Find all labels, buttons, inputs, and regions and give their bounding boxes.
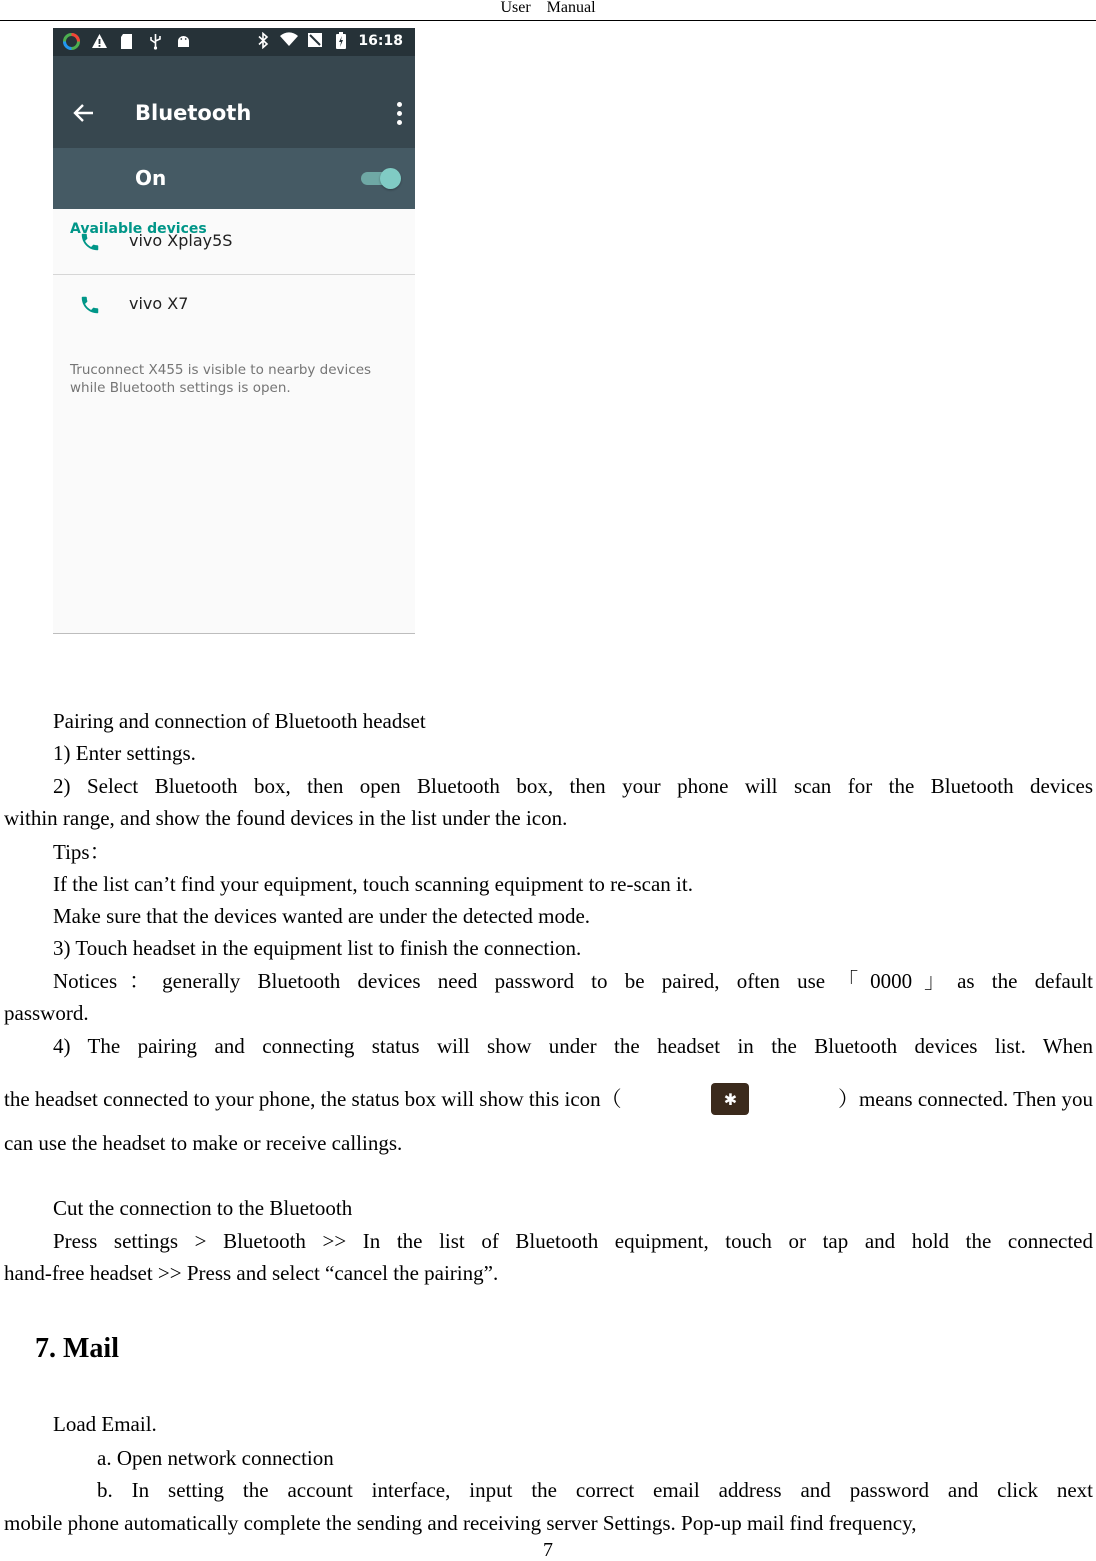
step-4-line-1 <box>53 1034 1093 1058</box>
notices-text-a: Notices：generally Bluetooth devices need password to be paired, often use「0000」as the default <box>53 969 1093 993</box>
step-4-line-2 <box>4 1083 1093 1115</box>
more-options-icon[interactable] <box>397 102 403 125</box>
step-4-line-3: can use the headset to make or receive callings. <box>4 1131 403 1155</box>
step-2-line-2: within range, and show the found devices in the list under the icon. <box>4 806 568 830</box>
device-name: vivo X7 <box>129 294 189 313</box>
phone-icon <box>79 294 101 316</box>
header-left: User <box>500 0 531 16</box>
bluetooth-screenshot <box>53 28 415 634</box>
tips-label: Tips： <box>53 840 111 864</box>
load-email: Load Email. <box>53 1412 157 1436</box>
app-toolbar <box>53 56 415 148</box>
switch-label: On <box>135 166 167 190</box>
pairing-title: Pairing and connection of Bluetooth headset <box>53 709 426 733</box>
step-1: 1) Enter settings. <box>53 741 196 765</box>
no-sim-icon <box>306 32 323 49</box>
section-heading-mail: 7. Mail <box>35 1333 119 1364</box>
step-4-text-b-post: ）means connected. Then you <box>837 1087 1093 1111</box>
step-4-text-b-pre: the headset connected to your phone, the status box will show this icon（ <box>4 1087 622 1111</box>
step-2-text-a: 2) Select Bluetooth box, then open Bluetooth box, then your phone will scan for the Bluetooth devices <box>53 774 1093 798</box>
back-arrow-icon[interactable] <box>73 102 95 128</box>
screen-title: Bluetooth <box>135 101 252 125</box>
mail-step-b-line-1 <box>97 1478 1093 1502</box>
page-number: 7 <box>543 1539 553 1561</box>
tip-1: If the list can’t find your equipment, touch scanning equipment to re-scan it. <box>53 872 693 896</box>
step-4-text-a: 4) The pairing and connecting status will show under the headset in the Bluetooth devices list. When <box>53 1034 1093 1058</box>
battery-charging-icon <box>332 32 349 49</box>
bluetooth-connected-icon: ✱ <box>711 1083 749 1115</box>
mail-step-b-line-2: mobile phone automatically complete the sending and receiving server Settings. Pop-up mail find frequency, <box>4 1511 917 1535</box>
page-header <box>0 0 1096 21</box>
device-item[interactable] <box>53 275 415 337</box>
bluetooth-status-icon <box>254 32 271 49</box>
header-right: Manual <box>546 0 596 16</box>
visibility-note: Truconnect X455 is visible to nearby devices while Bluetooth settings is open. <box>70 362 372 396</box>
available-devices-heading: Available devices <box>70 221 207 237</box>
mail-step-b-text-1: b. In setting the account interface, input the correct email address and password and click next <box>97 1478 1093 1502</box>
notices-line-1 <box>53 969 1093 993</box>
cut-line-1 <box>53 1229 1093 1253</box>
step-2-line-1 <box>53 774 1093 798</box>
cut-text-a: Press settings > Bluetooth >> In the list of Bluetooth equipment, touch or tap and hold the connected <box>53 1229 1093 1253</box>
mail-step-a: a. Open network connection <box>97 1446 334 1470</box>
cut-title: Cut the connection to the Bluetooth <box>53 1196 353 1220</box>
usb-icon <box>147 33 164 50</box>
android-icon <box>175 33 192 50</box>
bluetooth-switch-bar[interactable] <box>53 148 415 209</box>
device-item[interactable] <box>53 212 415 274</box>
app-notification-icon <box>63 33 80 50</box>
warning-icon <box>91 33 108 50</box>
wifi-icon <box>280 32 297 49</box>
notices-line-2: password. <box>4 1001 89 1025</box>
cut-line-2: hand-free headset >> Press and select “cancel the pairing”. <box>4 1261 499 1285</box>
sd-card-icon <box>119 33 136 50</box>
bluetooth-toggle[interactable] <box>361 168 401 187</box>
status-time: 16:18 <box>358 32 403 49</box>
tip-2: Make sure that the devices wanted are under the detected mode. <box>53 904 591 928</box>
step-3: 3) Touch headset in the equipment list to finish the connection. <box>53 936 582 960</box>
phone-icon <box>79 231 101 253</box>
toggle-knob <box>380 168 401 189</box>
device-name: vivo Xplay5S <box>129 231 233 250</box>
status-bar <box>53 28 415 56</box>
